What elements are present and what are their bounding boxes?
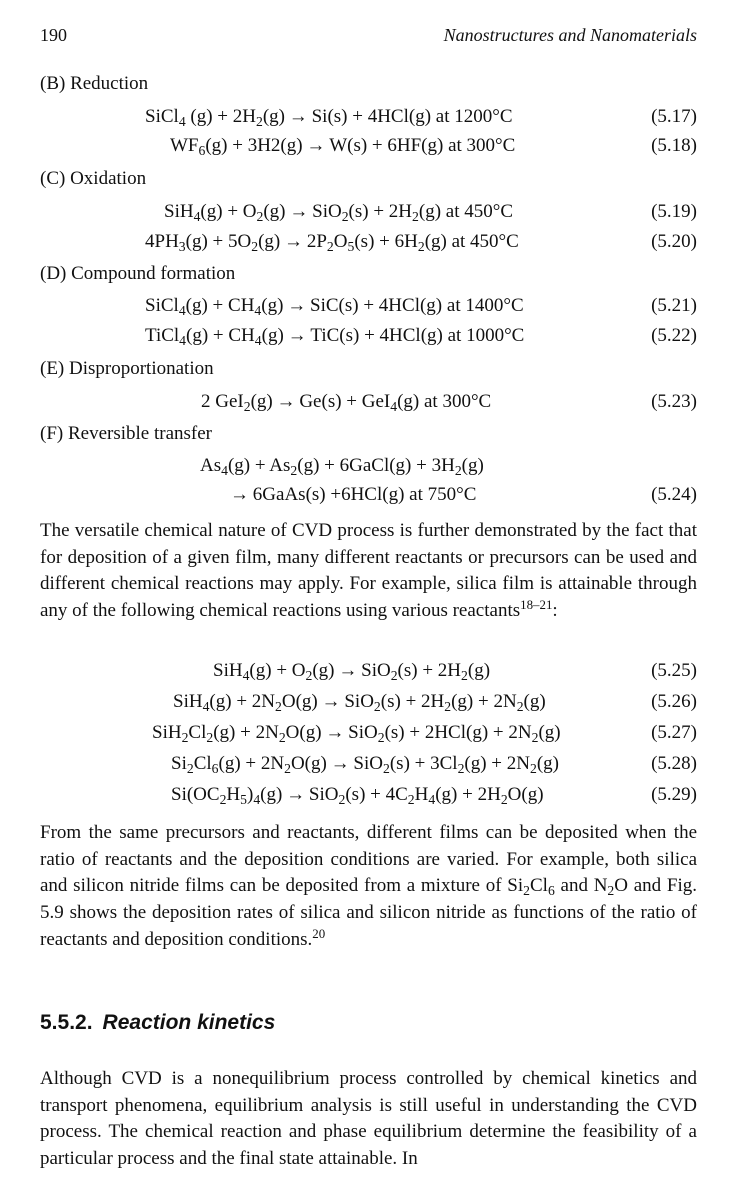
equation-number: (5.27) <box>651 722 697 743</box>
equation-number: (5.29) <box>651 784 697 805</box>
paragraph-text: O and Fig. 5.9 shows the deposition rates of silica and silicon nitride as functions of the ratio of reactants and deposition conditions. <box>40 875 697 950</box>
paragraph-cvd-versatility <box>40 518 697 625</box>
paragraph-deposition-ratio <box>40 820 697 954</box>
section-f-label: (F) Reversible transfer <box>40 423 212 444</box>
equation-expression: $SiH_4(g) + O_2(g) \to SiO_2(s) + 2H_2(g)$ at 450°C <box>164 201 514 224</box>
equation-5-26 <box>40 691 697 719</box>
equation-expression: SiCl$_4$(g) + $CH_4(g) \to SiC(s) + 4HCl(g)$ at 1400°C <box>145 295 524 318</box>
equation-expression: $4PH_3(g) + 5O_2(g) \to 2P_2O_5(s) + 6H_2(g)$ at 450°C <box>145 231 519 254</box>
equation-5-25 <box>40 660 697 688</box>
running-title: Nanostructures and Nanomaterials <box>443 25 697 45</box>
section-e-label: (E) Disproportionation <box>40 358 214 379</box>
equation-5-24 <box>40 484 697 512</box>
equation-5-29 <box>40 784 697 812</box>
section-b-label: (B) Reduction <box>40 73 149 94</box>
equation-number: (5.19) <box>651 201 697 222</box>
citation-ref: 20 <box>312 925 326 941</box>
equation-expression: $Si_2Cl_6(g) + 2N_2O(g) \to SiO_2(s) + 3Cl_2(g) + 2N_2(g)$ <box>171 753 559 776</box>
equation-expression: $WF_6(g) + 3H2(g) \to W(s) + 6HF(g)$ at 300°C <box>170 135 516 158</box>
paragraph-text: and N <box>554 875 608 897</box>
subscript: 2 <box>607 883 615 899</box>
equation-number: (5.26) <box>651 691 697 712</box>
equation-expression: SiCl$_4$ $(g) + 2H_2(g) \to Si(s) + 4HCl(g)$ at 1200°C <box>145 106 513 129</box>
subscript: 6 <box>547 883 555 899</box>
paragraph-text-end: : <box>552 600 558 622</box>
equation-expression: $SiH_4(g) + 2N_2O(g) \to SiO_2(s) + 2H_2(g) + 2N_2(g)$ <box>173 691 546 714</box>
equation-5-20 <box>40 231 697 259</box>
equation-expression: $As_4(g) + As_2(g)$ + 6GaCl(g) + $3H_2(g)$ <box>200 455 484 478</box>
page-number: 190 <box>40 25 67 45</box>
equation-expression: $Si(OC_2H_5)_4(g) \to SiO_2(s) + 4C_2H_4(g) + 2H_2O(g)$ <box>171 784 544 807</box>
citation-ref: 18–21 <box>520 597 553 613</box>
equation-expression: 2 GeI$_2$(g) → Ge(s) + GeI$_4$(g) at 300°C <box>201 391 492 414</box>
equation-5-23 <box>40 391 697 419</box>
equation-expression: $SiH_4(g) + O_2(g) \to SiO_2(s) + 2H_2(g)$ <box>213 660 491 683</box>
equation-number: (5.23) <box>651 391 697 412</box>
equation-5-27 <box>40 722 697 750</box>
equation-number: (5.24) <box>651 484 697 505</box>
equation-expression: $SiH_2Cl_2(g) + 2N_2O(g) \to SiO_2(s) + 2HCl(g) + 2N_2(g)$ <box>152 722 561 745</box>
page-header <box>40 25 697 51</box>
equation-5-28 <box>40 753 697 781</box>
equation-number: (5.17) <box>651 106 697 127</box>
equation-5-17 <box>40 106 697 134</box>
subsection-heading <box>40 1011 275 1035</box>
equation-5-24-line1 <box>40 455 697 483</box>
paragraph-equilibrium-analysis: Although CVD is a nonequilibrium process controlled by chemical kinetics and transport phenomena, equilibrium analysis is still useful in understanding the CVD process. The chemical reaction and phase equilibrium determine the feasibility of a particular process and the final state attainable. In <box>40 1068 697 1170</box>
equation-number: (5.18) <box>651 135 697 156</box>
section-c-label: (C) Oxidation <box>40 168 147 189</box>
equation-5-18 <box>40 135 697 163</box>
equation-expression: → 6GaAs(s) +6HCl(g) at 750°C <box>230 484 477 505</box>
equation-5-19 <box>40 201 697 229</box>
equation-expression: TiCl$_4$(g) + $CH_4(g) \to TiC(s) + 4HCl(g)$ at 1000°C <box>145 325 525 348</box>
paragraph-text: Cl <box>529 875 548 897</box>
equation-number: (5.25) <box>651 660 697 681</box>
equation-5-22 <box>40 325 697 353</box>
paragraph-text: From the same precursors and reactants, different films can be deposited when the ratio of reactants and the deposition conditions are varied. For example, both silica and silicon nitride films can be deposited from a mixture of Si <box>40 822 697 897</box>
section-d-label: (D) Compound formation <box>40 263 236 284</box>
subscript: 2 <box>523 883 530 899</box>
equation-number: (5.20) <box>651 231 697 252</box>
equation-5-21 <box>40 295 697 323</box>
subsection-number: 5.5.2. <box>40 1011 93 1034</box>
equation-number: (5.28) <box>651 753 697 774</box>
subsection-title: Reaction kinetics <box>102 1011 276 1034</box>
paragraph-text: The versatile chemical nature of CVD process is further demonstrated by the fact that for deposition of a given film, many different reactants or precursors can be used and different chemical reactions may apply. For example, silica film is attainable through any of the following chemical reactions using various reactants <box>40 520 697 622</box>
equation-number: (5.21) <box>651 295 697 316</box>
equation-number: (5.22) <box>651 325 697 346</box>
